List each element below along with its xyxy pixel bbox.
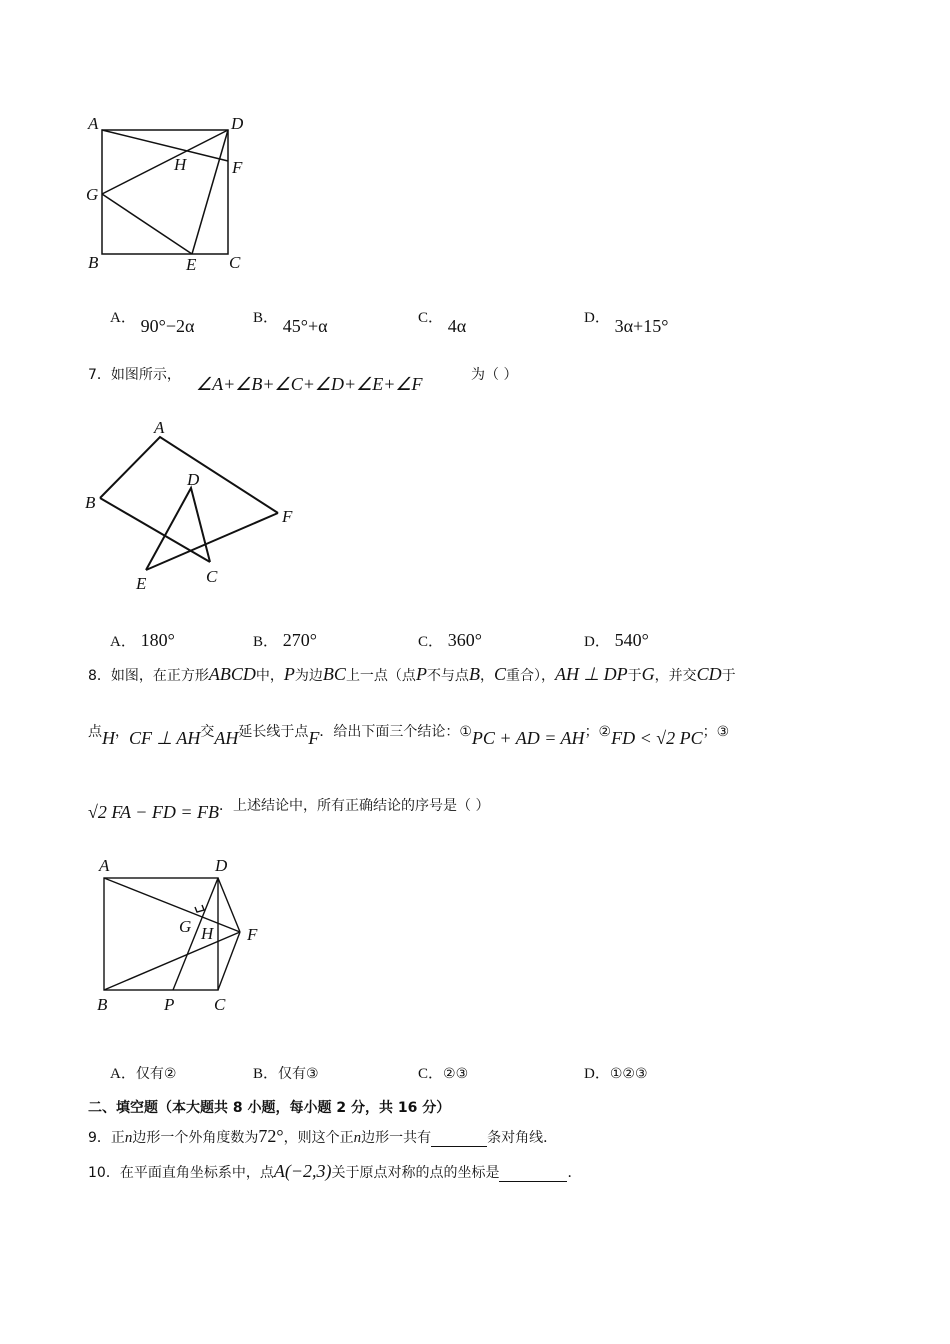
math: AH	[214, 728, 239, 748]
option-letter: C．	[418, 310, 444, 326]
question-number: 7．	[88, 367, 111, 383]
text: ．上述结论中，所有正确结论的序号是（ ）	[219, 798, 490, 814]
q7-option-b[interactable]	[253, 630, 317, 651]
right-angle-mark	[195, 905, 204, 912]
math: H	[102, 728, 115, 748]
math: CD	[696, 664, 722, 684]
label-f: F	[232, 158, 243, 177]
text: 不与点	[426, 668, 469, 684]
text: ．给出下面三个结论：①	[319, 724, 472, 740]
q9-line	[88, 1126, 557, 1147]
answer-blank[interactable]	[499, 1163, 567, 1182]
text: 交	[200, 724, 215, 740]
label-e: E	[186, 255, 197, 274]
math: AH ⊥ DP	[554, 664, 628, 684]
math: 72°	[258, 1126, 284, 1146]
option-letter: C．	[418, 1066, 444, 1082]
label-d: D	[187, 470, 200, 489]
q8-option-d[interactable]	[584, 1062, 648, 1083]
label-b: B	[85, 493, 96, 512]
option-letter: C．	[418, 634, 444, 650]
segment-ge	[102, 194, 192, 254]
option-letter: A．	[110, 310, 136, 326]
segment-b-f	[104, 932, 240, 990]
answer-blank[interactable]	[431, 1128, 487, 1147]
text: 延长线于点	[238, 724, 309, 740]
question-number: 8．	[88, 668, 111, 684]
option-letter: A．	[110, 1066, 136, 1082]
text: 于	[627, 668, 642, 684]
option-value: 180°	[140, 630, 175, 650]
label-a: A	[88, 114, 99, 133]
math: PC + AD = AH	[471, 728, 585, 748]
label-h: H	[174, 155, 187, 174]
text: 如图，在正方形	[110, 668, 209, 684]
text: ；③	[702, 724, 730, 740]
text: 边形一共有	[361, 1130, 432, 1146]
label-b: B	[97, 995, 108, 1014]
text: 于	[721, 668, 736, 684]
math: FD < √2 PC	[611, 728, 703, 748]
text: ，则这个正	[283, 1130, 354, 1146]
text: ．	[567, 1165, 582, 1181]
math: √2 FA − FD = FB	[88, 802, 220, 822]
option-value: 90°−2α	[140, 316, 195, 336]
option-letter: B．	[253, 1066, 279, 1082]
label-p: P	[164, 995, 175, 1014]
q7-expression: ∠A+∠B+∠C+∠D+∠E+∠F	[196, 374, 423, 394]
question-number: 9．	[88, 1130, 111, 1146]
q7-tail: 为（ ）	[471, 367, 518, 383]
label-d: D	[215, 856, 228, 875]
text: 点	[88, 724, 102, 740]
text: 在平面直角坐标系中，点	[119, 1165, 274, 1181]
math: P	[283, 664, 295, 684]
math: F	[308, 728, 320, 748]
math: A(−2,3)	[273, 1161, 332, 1181]
text: ，	[479, 668, 494, 684]
q7-text: 如图所示，	[110, 367, 181, 383]
q8-line-3	[88, 794, 490, 822]
math: BC	[322, 664, 346, 684]
option-value: 4α	[447, 316, 467, 336]
label-c: C	[229, 253, 241, 272]
segment-af	[102, 130, 228, 161]
text: 条对角线．	[487, 1130, 558, 1146]
section-title: 二、填空题（本大题共 8 小题，每小题 2 分，共 16 分）	[88, 1100, 451, 1116]
text: ；②	[584, 724, 612, 740]
q7-option-c[interactable]	[418, 630, 482, 651]
q6-option-c[interactable]	[418, 306, 467, 336]
math: G	[641, 664, 655, 684]
option-letter: B．	[253, 634, 279, 650]
q6-option-b[interactable]	[253, 306, 328, 336]
segment-f-e	[146, 513, 278, 570]
option-letter: D．	[584, 634, 610, 650]
text: 上一点（点	[345, 668, 416, 684]
label-d: D	[231, 114, 244, 133]
q8-option-a[interactable]	[110, 1062, 176, 1083]
figure-q8	[90, 852, 280, 1022]
option-value: ②③	[443, 1066, 469, 1082]
option-value: 45°+α	[282, 316, 328, 336]
label-b: B	[88, 253, 99, 272]
option-value: 仅有②	[135, 1066, 177, 1082]
text: 关于原点对称的点的坐标是	[331, 1165, 500, 1181]
label-f: F	[247, 925, 258, 944]
q8-line-1	[88, 664, 736, 685]
math: n	[124, 1130, 133, 1146]
option-value: 仅有③	[278, 1066, 319, 1082]
label-c: C	[214, 995, 226, 1014]
q7-option-d[interactable]	[584, 630, 649, 651]
math: B	[468, 664, 480, 684]
q8-line-2	[88, 720, 730, 748]
option-letter: B．	[253, 310, 279, 326]
math: C	[493, 664, 506, 684]
label-f: F	[282, 507, 293, 526]
path-e-d-c	[146, 488, 210, 570]
segment-a-f	[104, 878, 240, 932]
option-value: ①②③	[609, 1066, 648, 1082]
option-letter: D．	[584, 310, 610, 326]
text: 正	[110, 1130, 125, 1146]
q7-stem	[88, 364, 181, 384]
q6-option-d[interactable]	[584, 306, 669, 336]
segment-gd	[102, 130, 228, 194]
q8-option-b[interactable]	[253, 1062, 319, 1083]
option-value: 3α+15°	[614, 316, 669, 336]
label-e: E	[136, 574, 147, 593]
option-value: 540°	[614, 630, 649, 650]
option-value: 270°	[282, 630, 317, 650]
option-letter: A．	[110, 634, 136, 650]
text: ，并交	[654, 668, 697, 684]
math: ABCD	[208, 664, 256, 684]
math: P	[415, 664, 427, 684]
math: CF ⊥ AH	[129, 728, 201, 748]
option-letter: D．	[584, 1066, 610, 1082]
figure-q6	[80, 110, 260, 280]
label-g: G	[86, 185, 99, 204]
q10-line	[88, 1161, 581, 1182]
label-a: A	[154, 418, 165, 437]
segment-ed	[192, 130, 228, 254]
q7-option-a[interactable]	[110, 630, 175, 651]
figure-q7	[80, 415, 310, 600]
math: n	[353, 1130, 362, 1146]
q8-option-c[interactable]	[418, 1062, 468, 1083]
text: 中，	[255, 668, 284, 684]
text: ，	[115, 724, 129, 740]
label-h: H	[201, 924, 214, 943]
q6-option-a[interactable]	[110, 306, 195, 336]
text: 为边	[294, 668, 323, 684]
question-number: 10．	[88, 1165, 120, 1181]
label-g: G	[179, 917, 192, 936]
text: 边形一个外角度数为	[132, 1130, 259, 1146]
text: 重合），	[505, 668, 555, 684]
label-a: A	[99, 856, 110, 875]
label-c: C	[206, 567, 218, 586]
option-value: 360°	[447, 630, 482, 650]
